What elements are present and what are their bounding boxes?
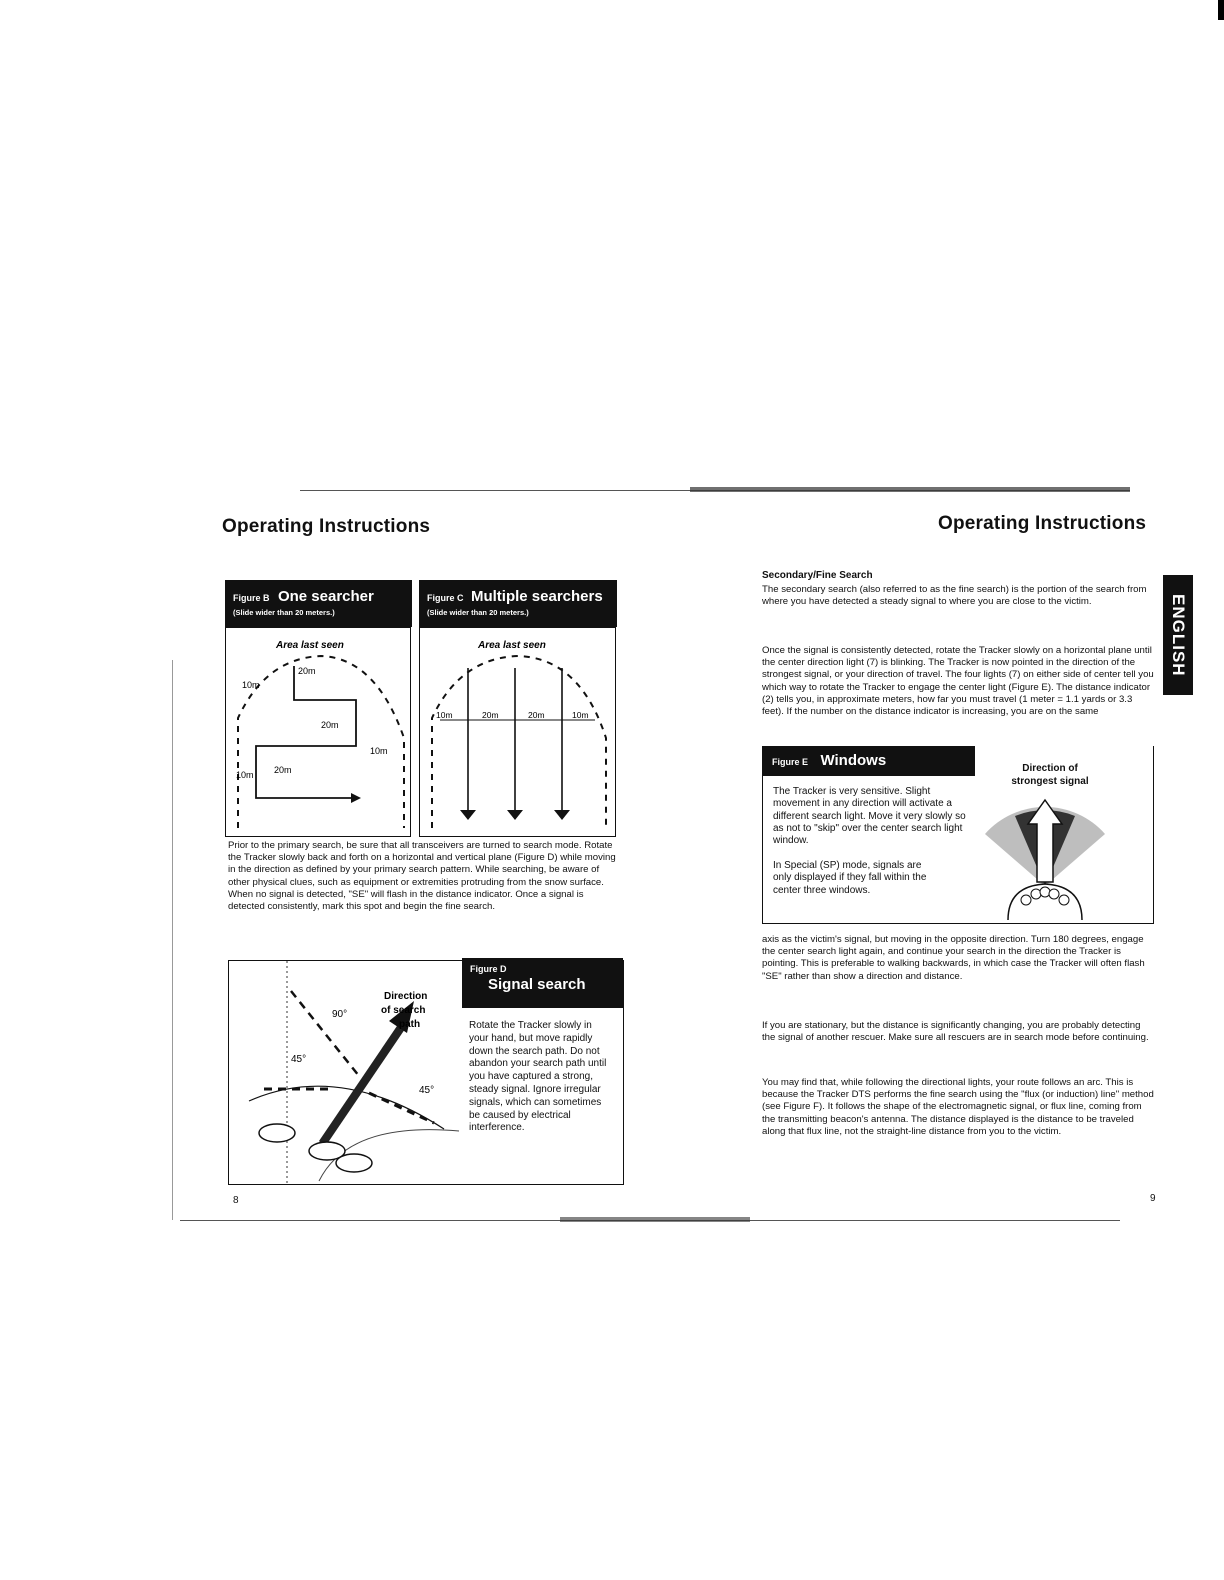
figure-d-search-arrow-shaft <box>319 1023 405 1147</box>
left-page-title: Operating Instructions <box>222 516 431 537</box>
figure-c-subtitle: (Slide wider than 20 meters.) <box>427 608 529 617</box>
figure-b-area-label: Area last seen <box>276 640 344 651</box>
figure-d-tracker-3 <box>336 1154 372 1172</box>
secondary-search-para-2: Once the signal is consistently detected, rotate the Tracker slowly on a horizontal plane until the center direction light (7) is blinking. The Tracker is now pointed in the direction of the strongest signal, or your direction of travel. The four lights (7) on either side of center tell you which way to rotate the Tracker to engage the center light (Figure E). The distance indicator (2) tells you, in approximate meters, how far you must travel (1 meter = 1.1 yards or 3.3 feet). If the number on the distance indicator is increasing, you are on the same <box>762 645 1154 718</box>
figure-d-direction-1: Direction <box>384 991 428 1002</box>
secondary-search-para-5: You may find that, while following the directional lights, your route follows an arc. This is because the Tracker DTS performs the fine search using the "flux (or induction) line" method (see Figure F). It follows the shape of the electromagnetic signal, or flux line, coming from the transmitting beacon's antenna. The distance displayed is the distance to be traveled along that flux line, not the straight-line distance from you to the victim. <box>762 1077 1154 1137</box>
corner-mark <box>1218 0 1224 20</box>
figure-e-direction-label <box>990 762 1110 788</box>
figure-e-header <box>762 746 975 776</box>
figure-d-angle-45a: 45° <box>291 1054 307 1065</box>
figure-c-arrow-3 <box>554 810 570 820</box>
figure-b-header <box>225 580 412 627</box>
figure-c-header <box>419 580 617 627</box>
figure-e-text-1: The Tracker is very sensitive. Slight movement in any direction will activate a different search light. Move it very slowly so as not to "skip" over the center search light window. <box>773 786 966 847</box>
primary-search-paragraph: Prior to the primary search, be sure that all transceivers are turned to search mode. Rotate the Tracker slowly back and forth on a horizontal and vertical plane (Figure D) while moving in the direction as defined by your primary search pattern. While searching, be aware of other physical clues, such as equipment or extremities protruding from the snow surface. When no signal is detected, "SE" will flash in the distance indicator. Once a signal is detected consistently, mark this spot and begin the fine search. <box>228 840 616 913</box>
figure-b-search-path <box>256 666 356 798</box>
figure-d-title: Signal search <box>488 976 586 993</box>
figure-c-dim-1: 10m <box>436 710 453 720</box>
binding-line <box>172 660 173 1220</box>
figure-d-direction-2: of search <box>381 1005 426 1016</box>
figure-e-direction-line-2: strongest signal <box>1011 776 1089 787</box>
figure-d-angle-90: 90° <box>332 1009 348 1020</box>
figure-b-diagram <box>226 628 410 835</box>
figure-e-light-5 <box>1059 895 1069 905</box>
figure-d-angle-45b: 45° <box>419 1085 435 1096</box>
figure-c-area-label: Area last seen <box>478 640 546 651</box>
right-page-title: Operating Instructions <box>938 513 1147 534</box>
language-tab: ENGLISH <box>1163 575 1193 695</box>
bottom-rule-heavy <box>560 1217 750 1222</box>
figure-e-direction-line-1: Direction of <box>1022 763 1078 774</box>
figure-b-title: One searcher <box>277 588 374 605</box>
figure-d-direction-3: path <box>399 1019 421 1030</box>
figure-c-label: Figure C <box>427 593 464 603</box>
top-rule-heavy <box>690 487 1130 492</box>
figure-e-light-1 <box>1021 895 1031 905</box>
figure-c-arrow-2 <box>507 810 523 820</box>
figure-d-text: Rotate the Tracker slowly in your hand, but move rapidly down the search path. Do not abandon your search path until you have captured a strong, steady signal. Ignore irregular signals, which can sometimes be caused by electrical interference. <box>469 1020 607 1134</box>
figure-c-dim-3: 20m <box>528 710 545 720</box>
figure-b-dim-5: 10m <box>236 770 254 780</box>
figure-b-dim-3: 20m <box>321 720 339 730</box>
page-number-left: 8 <box>233 1195 239 1206</box>
figure-d-tracker-1 <box>259 1124 295 1142</box>
secondary-search-para-1: The secondary search (also referred to as the fine search) is the portion of the search from where you have detected a steady signal to where you are close to the victim. <box>762 584 1147 608</box>
figure-e-title: Windows <box>820 752 887 769</box>
figure-b-dim-6: 20m <box>274 765 292 775</box>
figure-b-box <box>225 627 411 837</box>
secondary-search-para-4: If you are stationary, but the distance is significantly changing, you are probably detecting the signal of another rescuer. Make sure all rescuers are in search mode before continuing. <box>762 1020 1149 1044</box>
figure-b-label: Figure B <box>233 593 270 603</box>
figure-b-dim-1: 20m <box>298 666 316 676</box>
figure-b-dim-4: 10m <box>370 746 388 756</box>
figure-d-header <box>462 958 623 1008</box>
figure-e-light-3 <box>1040 887 1050 897</box>
figure-b-arrowhead <box>351 793 361 803</box>
figure-d-rotation-line-45b <box>369 1093 434 1123</box>
figure-d-label: Figure D <box>470 964 507 974</box>
figure-c-diagram <box>420 628 615 835</box>
figure-c-title: Multiple searchers <box>470 588 603 605</box>
figure-c-box <box>419 627 616 837</box>
figure-e-label: Figure E <box>772 757 809 767</box>
page-number-right: 9 <box>1150 1193 1156 1204</box>
figure-d-diagram <box>229 961 465 1183</box>
secondary-search-heading: Secondary/Fine Search <box>762 570 873 581</box>
figure-b-area-outline <box>238 656 404 828</box>
figure-c-area-outline <box>432 656 606 828</box>
figure-e-diagram <box>970 794 1120 922</box>
figure-e-light-4 <box>1049 889 1059 899</box>
figure-e-light-2 <box>1031 889 1041 899</box>
figure-b-subtitle: (Slide wider than 20 meters.) <box>233 608 335 617</box>
figure-c-dim-2: 20m <box>482 710 499 720</box>
secondary-search-para-3: axis as the victim's signal, but moving in the opposite direction. Turn 180 degrees, engage the center search light again, and continue your search in the direction the Tracker is pointing. This is preferable to walking backwards, in which case the Tracker will often flash "SE" rather than show a direction and distance. <box>762 934 1145 982</box>
figure-c-dim-4: 10m <box>572 710 589 720</box>
figure-e-text-2: In Special (SP) mode, signals are only displayed if they fall within the center three windows. <box>773 860 927 896</box>
figure-b-dim-2: 10m <box>242 680 260 690</box>
figure-c-arrow-1 <box>460 810 476 820</box>
